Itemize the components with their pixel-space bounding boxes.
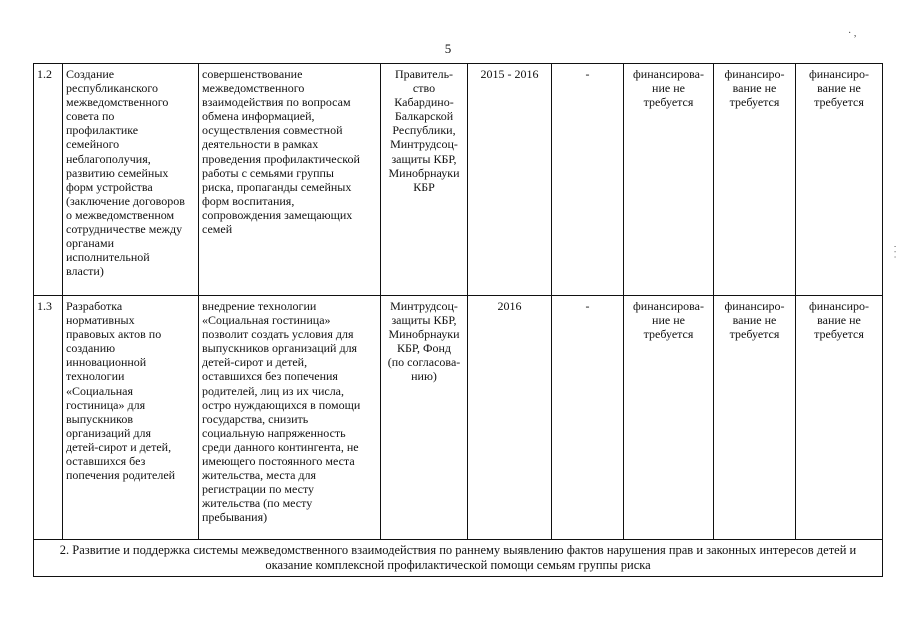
row-number: 1.2 xyxy=(34,64,63,296)
table-row-1-3 xyxy=(34,296,883,540)
measures-table xyxy=(33,63,883,577)
cost-cell: - xyxy=(552,64,624,296)
financing-cell-1: финансирова- ние не требуется xyxy=(624,64,714,296)
section-2-title: 2. Развитие и поддержка системы межведомственного взаимодействия по раннему выявлению фактов нарушения прав и законных интересов детей и оказание комплексной профилактической помощи семьям группы риска xyxy=(34,540,883,577)
financing-cell-1: финансирова- ние не требуется xyxy=(624,296,714,540)
executor-cell: Правитель- ство Кабардино- Балкарской Республики, Минтрудсоц- защиты КБР, Минобрнауки КБР xyxy=(381,64,468,296)
result-cell: внедрение технологии «Социальная гостиница» позволит создать условия для выпускников организаций для детей-сирот и детей, оставшихся без попечения родителей, лиц из их числа, остро нуждающихся в помощи государства, снизить социальную напряженность среди данного контингента, не имеющего постоянного места жительства, места для регистрации по месту жительства (по месту пребывания) xyxy=(199,296,381,540)
margin-scan-mark: · , xyxy=(848,28,857,39)
event-cell: Создание республиканского межведомственного совета по профилактике семейного неблагополучия, развитию семейных форм устройства (заключение договоров о межведомственном сотрудничестве между органами исполнительной власти) xyxy=(63,64,199,296)
term-cell: 2016 xyxy=(468,296,552,540)
financing-cell-3: финансиро- вание не требуется xyxy=(796,296,883,540)
event-cell: Разработка нормативных правовых актов по созданию инновационной технологии «Социальная гостиница» для выпускников организаций для детей-сирот и детей, оставшихся без попечения родителей xyxy=(63,296,199,540)
row-number: 1.3 xyxy=(34,296,63,540)
term-cell: 2015 - 2016 xyxy=(468,64,552,296)
financing-cell-2: финансиро- вание не требуется xyxy=(714,64,796,296)
section-2-header-row xyxy=(34,540,883,577)
margin-scan-mark: · · · xyxy=(890,245,900,259)
page-number: 5 xyxy=(444,41,452,56)
table-row-1-2 xyxy=(34,64,883,296)
cost-cell: - xyxy=(552,296,624,540)
financing-cell-2: финансиро- вание не требуется xyxy=(714,296,796,540)
executor-cell: Минтрудсоц- защиты КБР, Минобрнауки КБР, Фонд (по согласова- нию) xyxy=(381,296,468,540)
result-cell: совершенствование межведомственного взаимодействия по вопросам обмена информацией, осуществления совместной деятельности в рамках проведения профилактической работы с семьями группы риска, пропаганды семейных форм воспитания, сопровождения замещающих семей xyxy=(199,64,381,296)
financing-cell-3: финансиро- вание не требуется xyxy=(796,64,883,296)
